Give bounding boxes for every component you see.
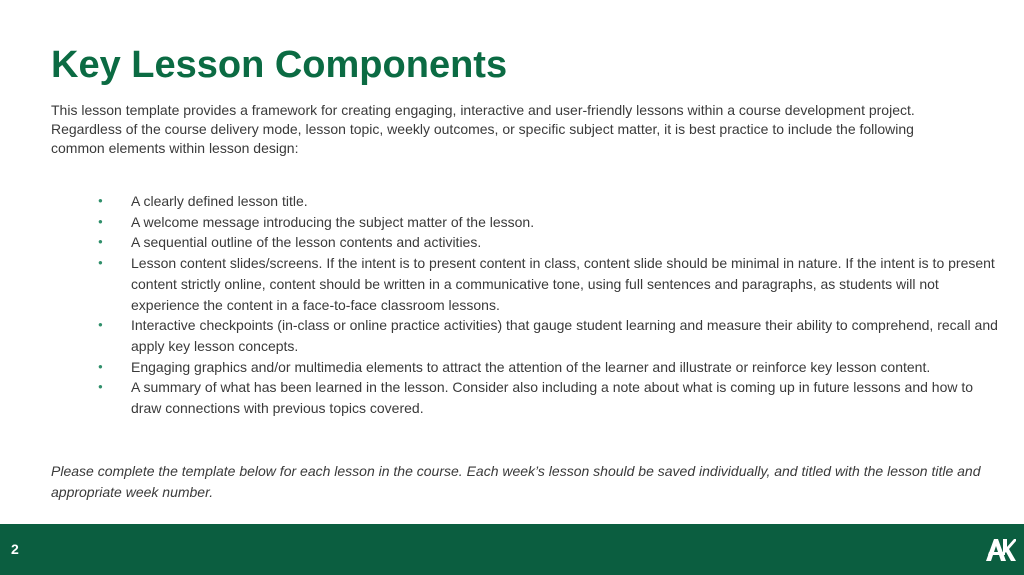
bullet-icon: ● (98, 237, 103, 247)
list-item (98, 253, 998, 315)
list-item (98, 212, 998, 233)
ak-logo-icon (986, 537, 1016, 561)
list-item (98, 191, 998, 212)
closing-instructions: Please complete the template below for each lesson in the course. Each week’s lesson should be saved individually, and titled with the lesson title and appropriate week number. (51, 463, 981, 500)
page-number: 2 (11, 541, 19, 557)
list-item (98, 357, 998, 378)
list-item-text: A sequential outline of the lesson contents and activities. (131, 234, 482, 251)
bullet-icon: ● (98, 258, 103, 268)
intro-paragraph: This lesson template provides a framework for creating engaging, interactive and user-friendly lessons within a course development project. Regardless of the course delivery mode, lesson topic, weekly outcomes, or specific subject matter, it is best practice to include the following common elements within lesson design: (51, 102, 915, 156)
lesson-components-list (98, 191, 998, 419)
list-item (98, 232, 998, 253)
list-item-text: A welcome message introducing the subject matter of the lesson. (131, 213, 535, 230)
list-item-text: A clearly defined lesson title. (131, 193, 308, 209)
list-item-text: Interactive checkpoints (in-class or online practice activities) that gauge student learning and measure their ability to comprehend, recall and apply key lesson concepts. (131, 317, 998, 354)
bullet-icon: ● (98, 361, 103, 371)
bullet-icon: ● (98, 382, 103, 392)
bullet-icon: ● (98, 320, 103, 330)
list-item (98, 377, 998, 418)
slide-title: Key Lesson Components (51, 44, 508, 86)
footer-bar (0, 524, 1024, 575)
bullet-icon: ● (98, 216, 103, 226)
list-item-text: A summary of what has been learned in the lesson. Consider also including a note about what is coming up in future lessons and how to draw connections with previous topics covered. (131, 379, 974, 417)
list-item-text: Engaging graphics and/or multimedia elements to attract the attention of the learner and illustrate or reinforce key lesson content. (131, 358, 931, 375)
bullet-icon: ● (98, 196, 103, 205)
list-item-text: Lesson content slides/screens. If the intent is to present content in class, content slide should be minimal in nature. If the intent is to present content strictly online, content should be written in a communicative tone, using full sentences and paragraphs, as students will not experience the content in a face-to-face classroom lessons. (131, 255, 995, 313)
list-item (98, 315, 998, 356)
